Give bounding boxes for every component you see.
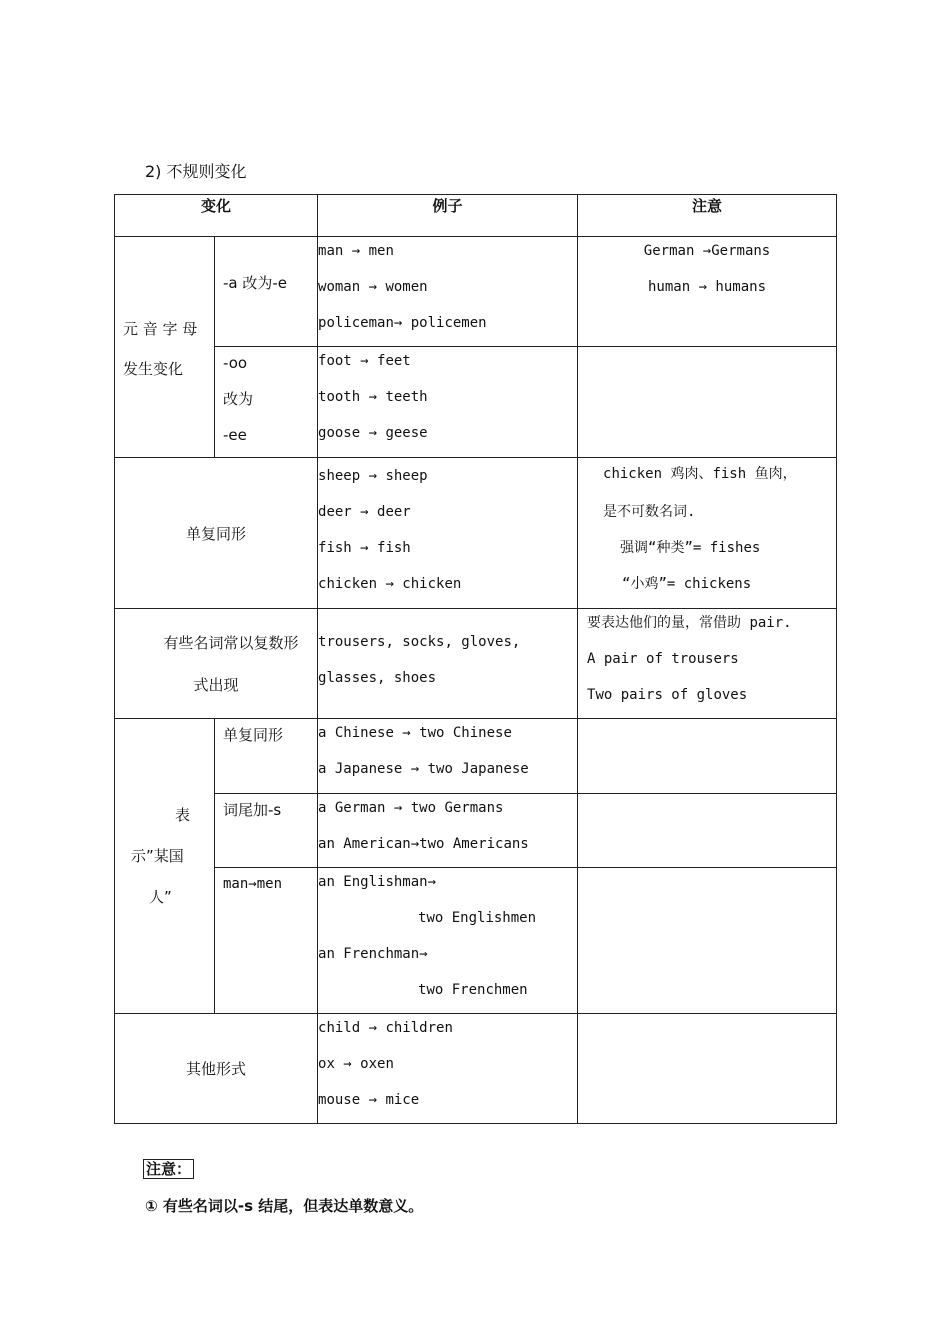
table-row — [115, 719, 837, 794]
examples-same-form: sheep → sheep deer → deer fish → fish chicken → chicken — [318, 458, 578, 609]
category-vowel-change: 元 音 字 母 发生变化 — [115, 237, 215, 458]
table-row — [115, 347, 837, 458]
examples-nationality-s: a German → two Germans an American→two Americans — [318, 794, 578, 868]
category-nationality: 表 示”某国 人” — [115, 719, 215, 1014]
category-plural-only: 有些名词常以复数形 式出现 — [115, 609, 318, 719]
notes-oo-to-ee — [578, 347, 837, 458]
sub-oo-to-ee: -oo 改为 -ee — [215, 347, 318, 458]
examples-oo-to-ee: foot → feet tooth → teeth goose → geese — [318, 347, 578, 458]
notes-nationality-men — [578, 868, 837, 1014]
notes-same-form: chicken 鸡肉、fish 鱼肉， 是不可数名词. 强调“种类”= fishes “小鸡”= chickens — [578, 458, 837, 609]
table-row — [115, 237, 837, 347]
irregular-plural-table — [114, 194, 837, 1124]
examples-nationality-men: an Englishman→ two Englishmen an Frenchman→ two Frenchmen — [318, 868, 578, 1014]
notes-plural-only: 要表达他们的量，常借助 pair. A pair of trousers Two pairs of gloves — [578, 609, 837, 719]
notes-nationality-s — [578, 794, 837, 868]
header-examples: 例子 — [318, 195, 578, 237]
notes-heading: 注意： — [143, 1159, 194, 1179]
category-other: 其他形式 — [115, 1014, 318, 1124]
section-title: 2) 不规则变化 — [145, 162, 247, 181]
examples-other: child → children ox → oxen mouse → mice — [318, 1014, 578, 1124]
table-row — [115, 794, 837, 868]
examples-plural-only: trousers, socks, gloves, glasses, shoes — [318, 609, 578, 719]
category-same-form: 单复同形 — [115, 458, 318, 609]
notes-other — [578, 1014, 837, 1124]
notes-item: ① 有些名词以-s 结尾，但表达单数意义。 — [145, 1197, 424, 1215]
examples-nationality-same: a Chinese → two Chinese a Japanese → two Japanese — [318, 719, 578, 794]
table-row — [115, 868, 837, 1014]
table-row — [115, 1014, 837, 1124]
header-change: 变化 — [115, 195, 318, 237]
sub-nationality-men: man→men — [215, 868, 318, 1014]
header-notes: 注意 — [578, 195, 837, 237]
examples-a-to-e: man → men woman → women policeman→ policemen — [318, 237, 578, 347]
table-row — [115, 609, 837, 719]
table-row — [115, 458, 837, 609]
sub-nationality-same: 单复同形 — [215, 719, 318, 794]
sub-nationality-s: 词尾加-s — [215, 794, 318, 868]
sub-a-to-e: -a 改为-e — [215, 237, 318, 347]
header-row — [115, 195, 837, 237]
notes-a-to-e: German →Germans human → humans — [578, 237, 837, 347]
notes-nationality-same — [578, 719, 837, 794]
